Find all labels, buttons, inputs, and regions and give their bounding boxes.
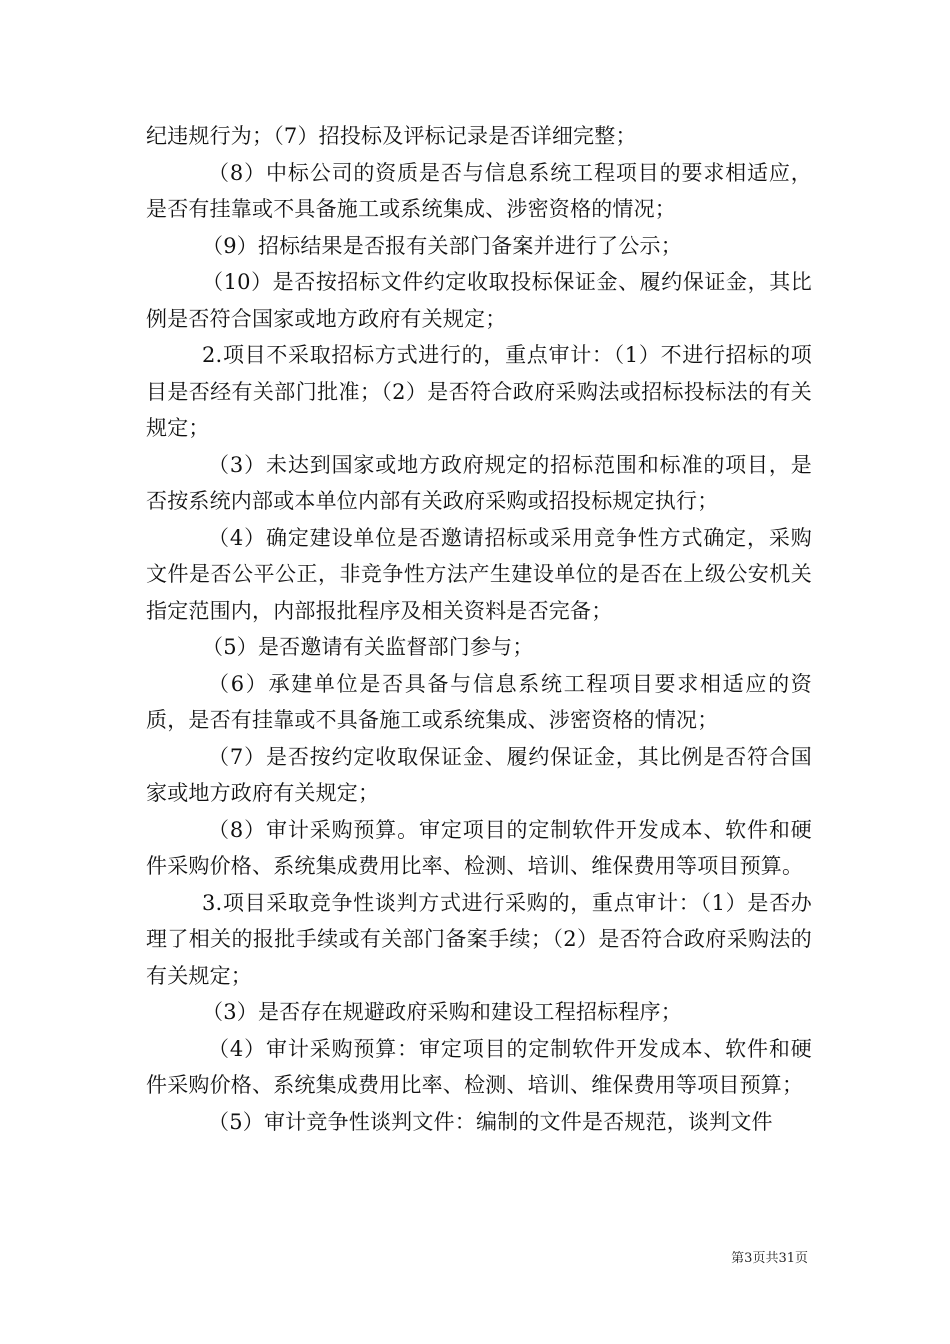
page-number: 第3页共31页: [731, 1251, 808, 1266]
paragraph-13: （3）是否存在规避政府采购和建设工程招标程序；: [202, 1000, 682, 1024]
paragraph-8: （5）是否邀请有关监督部门参与；: [202, 635, 534, 659]
paragraph-3: （9）招标结果是否报有关部门备案并进行了公示；: [202, 233, 682, 258]
paragraph-6: （3）未达到国家或地方政府规定的招标范围和标准的项目，是否按系统内部或本单位内部有关政府采购或招投标规定执行；: [146, 452, 812, 513]
paragraph-14: （4）审计采购预算：审定项目的定制软件开发成本、软件和硬件采购价格、系统集成费用比率、检测、培训、维保费用等项目预算；: [146, 1036, 812, 1097]
paragraph-9: （6）承建单位是否具备与信息系统工程项目要求相适应的资质，是否有挂靠或不具备施工或系统集成、涉密资格的情况；: [146, 671, 812, 732]
paragraph-2: （8）中标公司的资质是否与信息系统工程项目的要求相适应，是否有挂靠或不具备施工或系统集成、涉密资格的情况；: [146, 160, 812, 221]
paragraph-10: （7）是否按约定收取保证金、履约保证金，其比例是否符合国家或地方政府有关规定；: [146, 744, 812, 805]
paragraph-4: （10）是否按招标文件约定收取投标保证金、履约保证金，其比例是否符合国家或地方政府有关规定；: [146, 270, 812, 331]
paragraph-11: （8）审计采购预算。审定项目的定制软件开发成本、软件和硬件采购价格、系统集成费用比率、检测、培训、维保费用等项目预算。: [146, 817, 812, 878]
paragraph-12: 3.项目采取竞争性谈判方式进行采购的，重点审计：（1）是否办理了相关的报批手续或有关部门备案手续；（2）是否符合政府采购法的有关规定；: [146, 890, 812, 988]
paragraph-15: （5）审计竞争性谈判文件：编制的文件是否规范，谈判文件: [208, 1109, 773, 1134]
paragraph-5: 2.项目不采取招标方式进行的，重点审计：（1）不进行招标的项目是否经有关部门批准；（2）是否符合政府采购法或招标投标法的有关规定；: [146, 343, 812, 440]
paragraph-1: 纪违规行为；（7）招投标及评标记录是否详细完整；: [146, 124, 637, 148]
paragraph-7: （4）确定建设单位是否邀请招标或采用竞争性方式确定，采购文件是否公平公正，非竞争性方法产生建设单位的是否在上级公安机关指定范围内，内部报批程序及相关资料是否完备；: [146, 525, 812, 623]
document-body: [146, 118, 812, 1140]
